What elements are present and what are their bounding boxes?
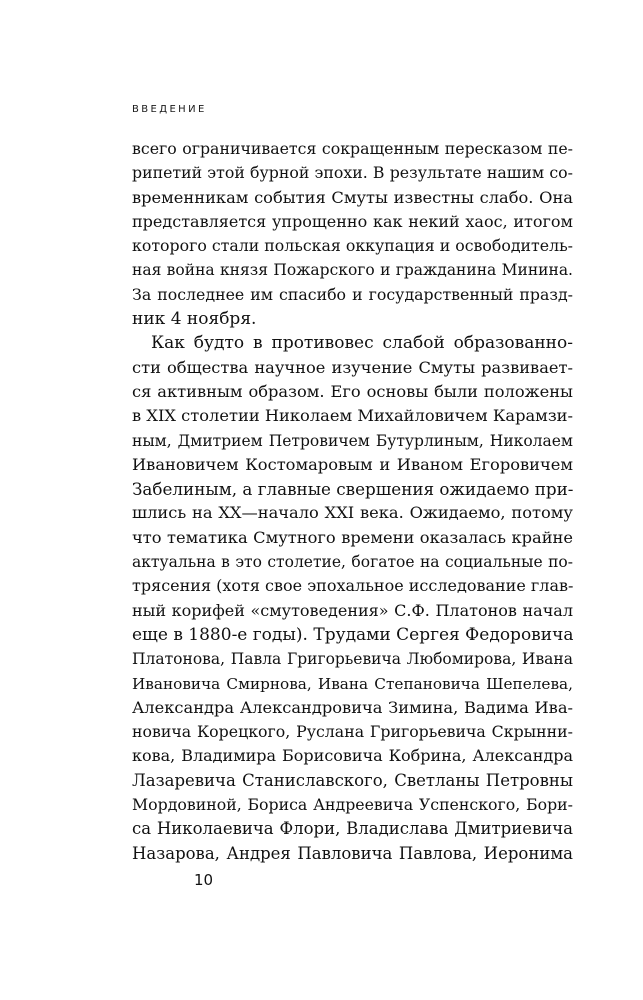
text-line: ным, Дмитрием Петровичем Бутурлиным, Николаем bbox=[132, 431, 573, 450]
text-line: Ивановичем Костомаровым и Иваном Егоровичем bbox=[132, 454, 573, 474]
text-line: которого стали польская оккупация и освободитель- bbox=[132, 236, 573, 256]
text-line: Как будто в противовес слабой образованно- bbox=[151, 333, 573, 354]
paragraph bbox=[132, 331, 573, 866]
text-line: са Николаевича Флори, Владислава Дмитриевича bbox=[132, 819, 573, 839]
text-line: Ивановича Смирнова, Ивана Степановича Шепелева, bbox=[132, 674, 573, 693]
text-line: временникам события Смуты известны слабо. Она bbox=[132, 187, 573, 207]
paragraph bbox=[132, 137, 573, 331]
text-line: в XIX столетии Николаем Михайловичем Карамзи- bbox=[132, 406, 573, 426]
page-number: 10 bbox=[194, 871, 214, 889]
text-line: ный корифей «смутоведения» С.Ф. Платонов начал bbox=[132, 600, 573, 620]
text-line: сти общества научное изучение Смуты развивает- bbox=[132, 357, 573, 377]
text-line: Мордовиной, Бориса Андреевича Успенского, Бори- bbox=[132, 795, 573, 815]
text-line: Лазаревича Станиславского, Светланы Петровны bbox=[132, 770, 573, 790]
text-line: рипетий этой бурной эпохи. В результате нашим со- bbox=[132, 163, 573, 183]
text-line: Платонова, Павла Григорьевича Любомирова, Ивана bbox=[132, 650, 573, 669]
text-line: шлись на XX—начало XXI века. Ожидаемо, потому bbox=[132, 503, 573, 523]
text-line: Александра Александровича Зимина, Вадима Ива- bbox=[132, 697, 573, 717]
text-line: новича Корецкого, Руслана Григорьевича Скрынни- bbox=[132, 722, 573, 742]
text-line: всего ограничивается сокращенным пересказом пе- bbox=[132, 139, 573, 158]
body-text bbox=[132, 137, 573, 866]
text-line: ся активным образом. Его основы были положены bbox=[132, 381, 573, 401]
text-line: еще в 1880-е годы). Трудами Сергея Федоровича bbox=[132, 624, 573, 645]
running-head: ВВЕДЕНИЕ bbox=[132, 104, 207, 115]
text-line: ник 4 ноября. bbox=[132, 309, 257, 330]
text-line: что тематика Смутного времени оказалась крайне bbox=[132, 527, 573, 547]
text-line: представляется упрощенно как некий хаос, итогом bbox=[132, 211, 573, 231]
text-line: трясения (хотя свое эпохальное исследование глав- bbox=[132, 576, 573, 596]
text-line: За последнее им спасибо и государственный празд- bbox=[132, 284, 573, 304]
text-line: ная война князя Пожарского и гражданина Минина. bbox=[132, 261, 573, 280]
text-line: Забелиным, а главные свершения ожидаемо при- bbox=[132, 479, 573, 500]
text-line: кова, Владимира Борисовича Кобрина, Александра bbox=[132, 746, 573, 766]
text-line: актуальна в это столетие, богатое на социальные по- bbox=[132, 553, 573, 572]
text-line: Назарова, Андрея Павловича Павлова, Иеронима bbox=[132, 843, 573, 863]
